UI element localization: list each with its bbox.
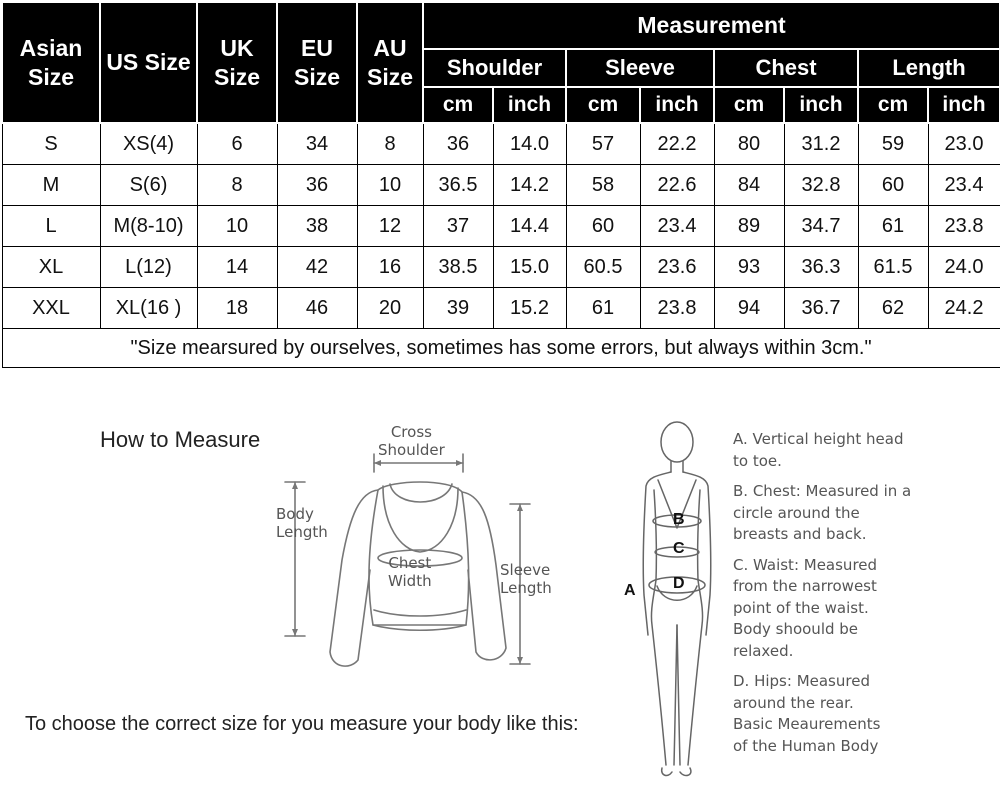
table-cell: 23.6 bbox=[640, 247, 714, 288]
table-cell: 15.2 bbox=[493, 288, 566, 329]
table-body bbox=[2, 123, 1000, 368]
table-cell: 93 bbox=[714, 247, 784, 288]
table-cell: 60 bbox=[566, 206, 640, 247]
measurement-note bbox=[733, 481, 993, 546]
table-cell: 60 bbox=[858, 165, 928, 206]
table-cell: 36 bbox=[423, 123, 493, 165]
table-cell: 22.6 bbox=[640, 165, 714, 206]
table-cell: 38 bbox=[277, 206, 357, 247]
note-line: of the Human Body bbox=[733, 736, 879, 755]
table-cell: 80 bbox=[714, 123, 784, 165]
table-cell: 32.8 bbox=[784, 165, 858, 206]
table-cell: 31.2 bbox=[784, 123, 858, 165]
table-cell: L bbox=[2, 206, 100, 247]
table-cell: 94 bbox=[714, 288, 784, 329]
note-line: C. Waist: Measured bbox=[733, 555, 878, 574]
header-asian-size: Asian Size bbox=[2, 2, 100, 123]
table-cell: 14.4 bbox=[493, 206, 566, 247]
header-au-size: AU Size bbox=[357, 2, 423, 123]
table-cell: M bbox=[2, 165, 100, 206]
table-row bbox=[2, 288, 1000, 329]
table-cell: 18 bbox=[197, 288, 277, 329]
table-cell: S(6) bbox=[100, 165, 197, 206]
table-cell: 37 bbox=[423, 206, 493, 247]
chest-width-label: Chest Width bbox=[388, 554, 432, 590]
table-cell: 59 bbox=[858, 123, 928, 165]
table-cell: S bbox=[2, 123, 100, 165]
marker-c: C bbox=[673, 540, 685, 557]
table-cell: 61 bbox=[858, 206, 928, 247]
note-line: A. Vertical height head bbox=[733, 430, 904, 448]
unit-header: inch bbox=[784, 87, 858, 123]
table-cell: 20 bbox=[357, 288, 423, 329]
table-cell: 12 bbox=[357, 206, 423, 247]
header-eu-size: EU Size bbox=[277, 2, 357, 123]
table-cell: 34.7 bbox=[784, 206, 858, 247]
table-note: "Size mearsured by ourselves, sometimes has some errors, but always within 3cm." bbox=[2, 329, 1000, 368]
table-cell: 15.0 bbox=[493, 247, 566, 288]
table-cell: 23.4 bbox=[640, 206, 714, 247]
table-row bbox=[2, 165, 1000, 206]
table-cell: 36.3 bbox=[784, 247, 858, 288]
size-chart-table bbox=[1, 1, 1000, 368]
table-cell: 39 bbox=[423, 288, 493, 329]
table-cell: 16 bbox=[357, 247, 423, 288]
table-cell: 23.0 bbox=[928, 123, 1000, 165]
table-cell: 58 bbox=[566, 165, 640, 206]
table-cell: 24.0 bbox=[928, 247, 1000, 288]
marker-b: B bbox=[673, 511, 685, 528]
header-uk-size: UK Size bbox=[197, 2, 277, 123]
table-cell: 60.5 bbox=[566, 247, 640, 288]
table-cell: 36 bbox=[277, 165, 357, 206]
body-length-label: Body Length bbox=[276, 505, 328, 541]
note-line: Body shoould be bbox=[733, 620, 859, 638]
unit-header: cm bbox=[566, 87, 640, 123]
table-cell: 24.2 bbox=[928, 288, 1000, 329]
note-line: to toe. bbox=[733, 451, 782, 470]
table-cell: 61 bbox=[566, 288, 640, 329]
table-cell: 84 bbox=[714, 165, 784, 206]
table-cell: 34 bbox=[277, 123, 357, 165]
header-us-size: US Size bbox=[100, 2, 197, 123]
measurement-notes bbox=[733, 429, 993, 766]
note-line: circle around the bbox=[733, 503, 860, 522]
table-cell: 10 bbox=[357, 165, 423, 206]
table-row bbox=[2, 247, 1000, 288]
table-cell: 14.2 bbox=[493, 165, 566, 206]
table-cell: 22.2 bbox=[640, 123, 714, 165]
unit-header: cm bbox=[423, 87, 493, 123]
sleeve-length-label: Sleeve Length bbox=[500, 561, 552, 597]
table-cell: 23.8 bbox=[640, 288, 714, 329]
table-cell: 89 bbox=[714, 206, 784, 247]
table-note-row bbox=[2, 329, 1000, 368]
table-cell: 6 bbox=[197, 123, 277, 165]
note-line: Basic Meaurements bbox=[733, 715, 881, 733]
table-cell: XL(16 ) bbox=[100, 288, 197, 329]
unit-header: cm bbox=[858, 87, 928, 123]
measurement-note bbox=[733, 555, 993, 663]
body-figure-diagram bbox=[624, 420, 734, 790]
marker-a: A bbox=[624, 582, 636, 599]
header-measurement: Measurement bbox=[423, 2, 1000, 49]
cross-shoulder-label: Cross Shoulder bbox=[378, 423, 445, 459]
marker-d: D bbox=[673, 575, 685, 592]
note-line: around the rear. bbox=[733, 693, 854, 712]
table-row bbox=[2, 206, 1000, 247]
note-line: D. Hips: Measured bbox=[733, 672, 870, 690]
table-cell: L(12) bbox=[100, 247, 197, 288]
unit-header: inch bbox=[493, 87, 566, 123]
table-cell: 38.5 bbox=[423, 247, 493, 288]
instruction-text: To choose the correct size for you measure your body like this: bbox=[25, 713, 579, 735]
header-shoulder: Shoulder bbox=[423, 49, 566, 87]
note-line: relaxed. bbox=[733, 641, 794, 660]
table-cell: XL bbox=[2, 247, 100, 288]
table-cell: XXL bbox=[2, 288, 100, 329]
table-cell: 23.8 bbox=[928, 206, 1000, 247]
how-to-measure-title: How to Measure bbox=[100, 427, 261, 452]
unit-header: inch bbox=[928, 87, 1000, 123]
table-cell: 62 bbox=[858, 288, 928, 329]
note-line: from the narrowest bbox=[733, 577, 877, 595]
note-line: breasts and back. bbox=[733, 525, 867, 543]
table-cell: M(8-10) bbox=[100, 206, 197, 247]
table-cell: 23.4 bbox=[928, 165, 1000, 206]
table-cell: 36.5 bbox=[423, 165, 493, 206]
table-cell: 46 bbox=[277, 288, 357, 329]
table-cell: 14.0 bbox=[493, 123, 566, 165]
header-chest: Chest bbox=[714, 49, 858, 87]
table-cell: 8 bbox=[197, 165, 277, 206]
table-cell: XS(4) bbox=[100, 123, 197, 165]
table-cell: 36.7 bbox=[784, 288, 858, 329]
measurement-note bbox=[733, 671, 993, 757]
measurement-note bbox=[733, 429, 993, 472]
unit-header: inch bbox=[640, 87, 714, 123]
note-line: B. Chest: Measured in a bbox=[733, 482, 912, 500]
table-cell: 57 bbox=[566, 123, 640, 165]
note-line: point of the waist. bbox=[733, 598, 869, 617]
table-cell: 10 bbox=[197, 206, 277, 247]
table-cell: 61.5 bbox=[858, 247, 928, 288]
table-cell: 42 bbox=[277, 247, 357, 288]
table-cell: 14 bbox=[197, 247, 277, 288]
unit-header: cm bbox=[714, 87, 784, 123]
table-row bbox=[2, 123, 1000, 165]
table-cell: 8 bbox=[357, 123, 423, 165]
header-sleeve: Sleeve bbox=[566, 49, 714, 87]
header-length: Length bbox=[858, 49, 1000, 87]
